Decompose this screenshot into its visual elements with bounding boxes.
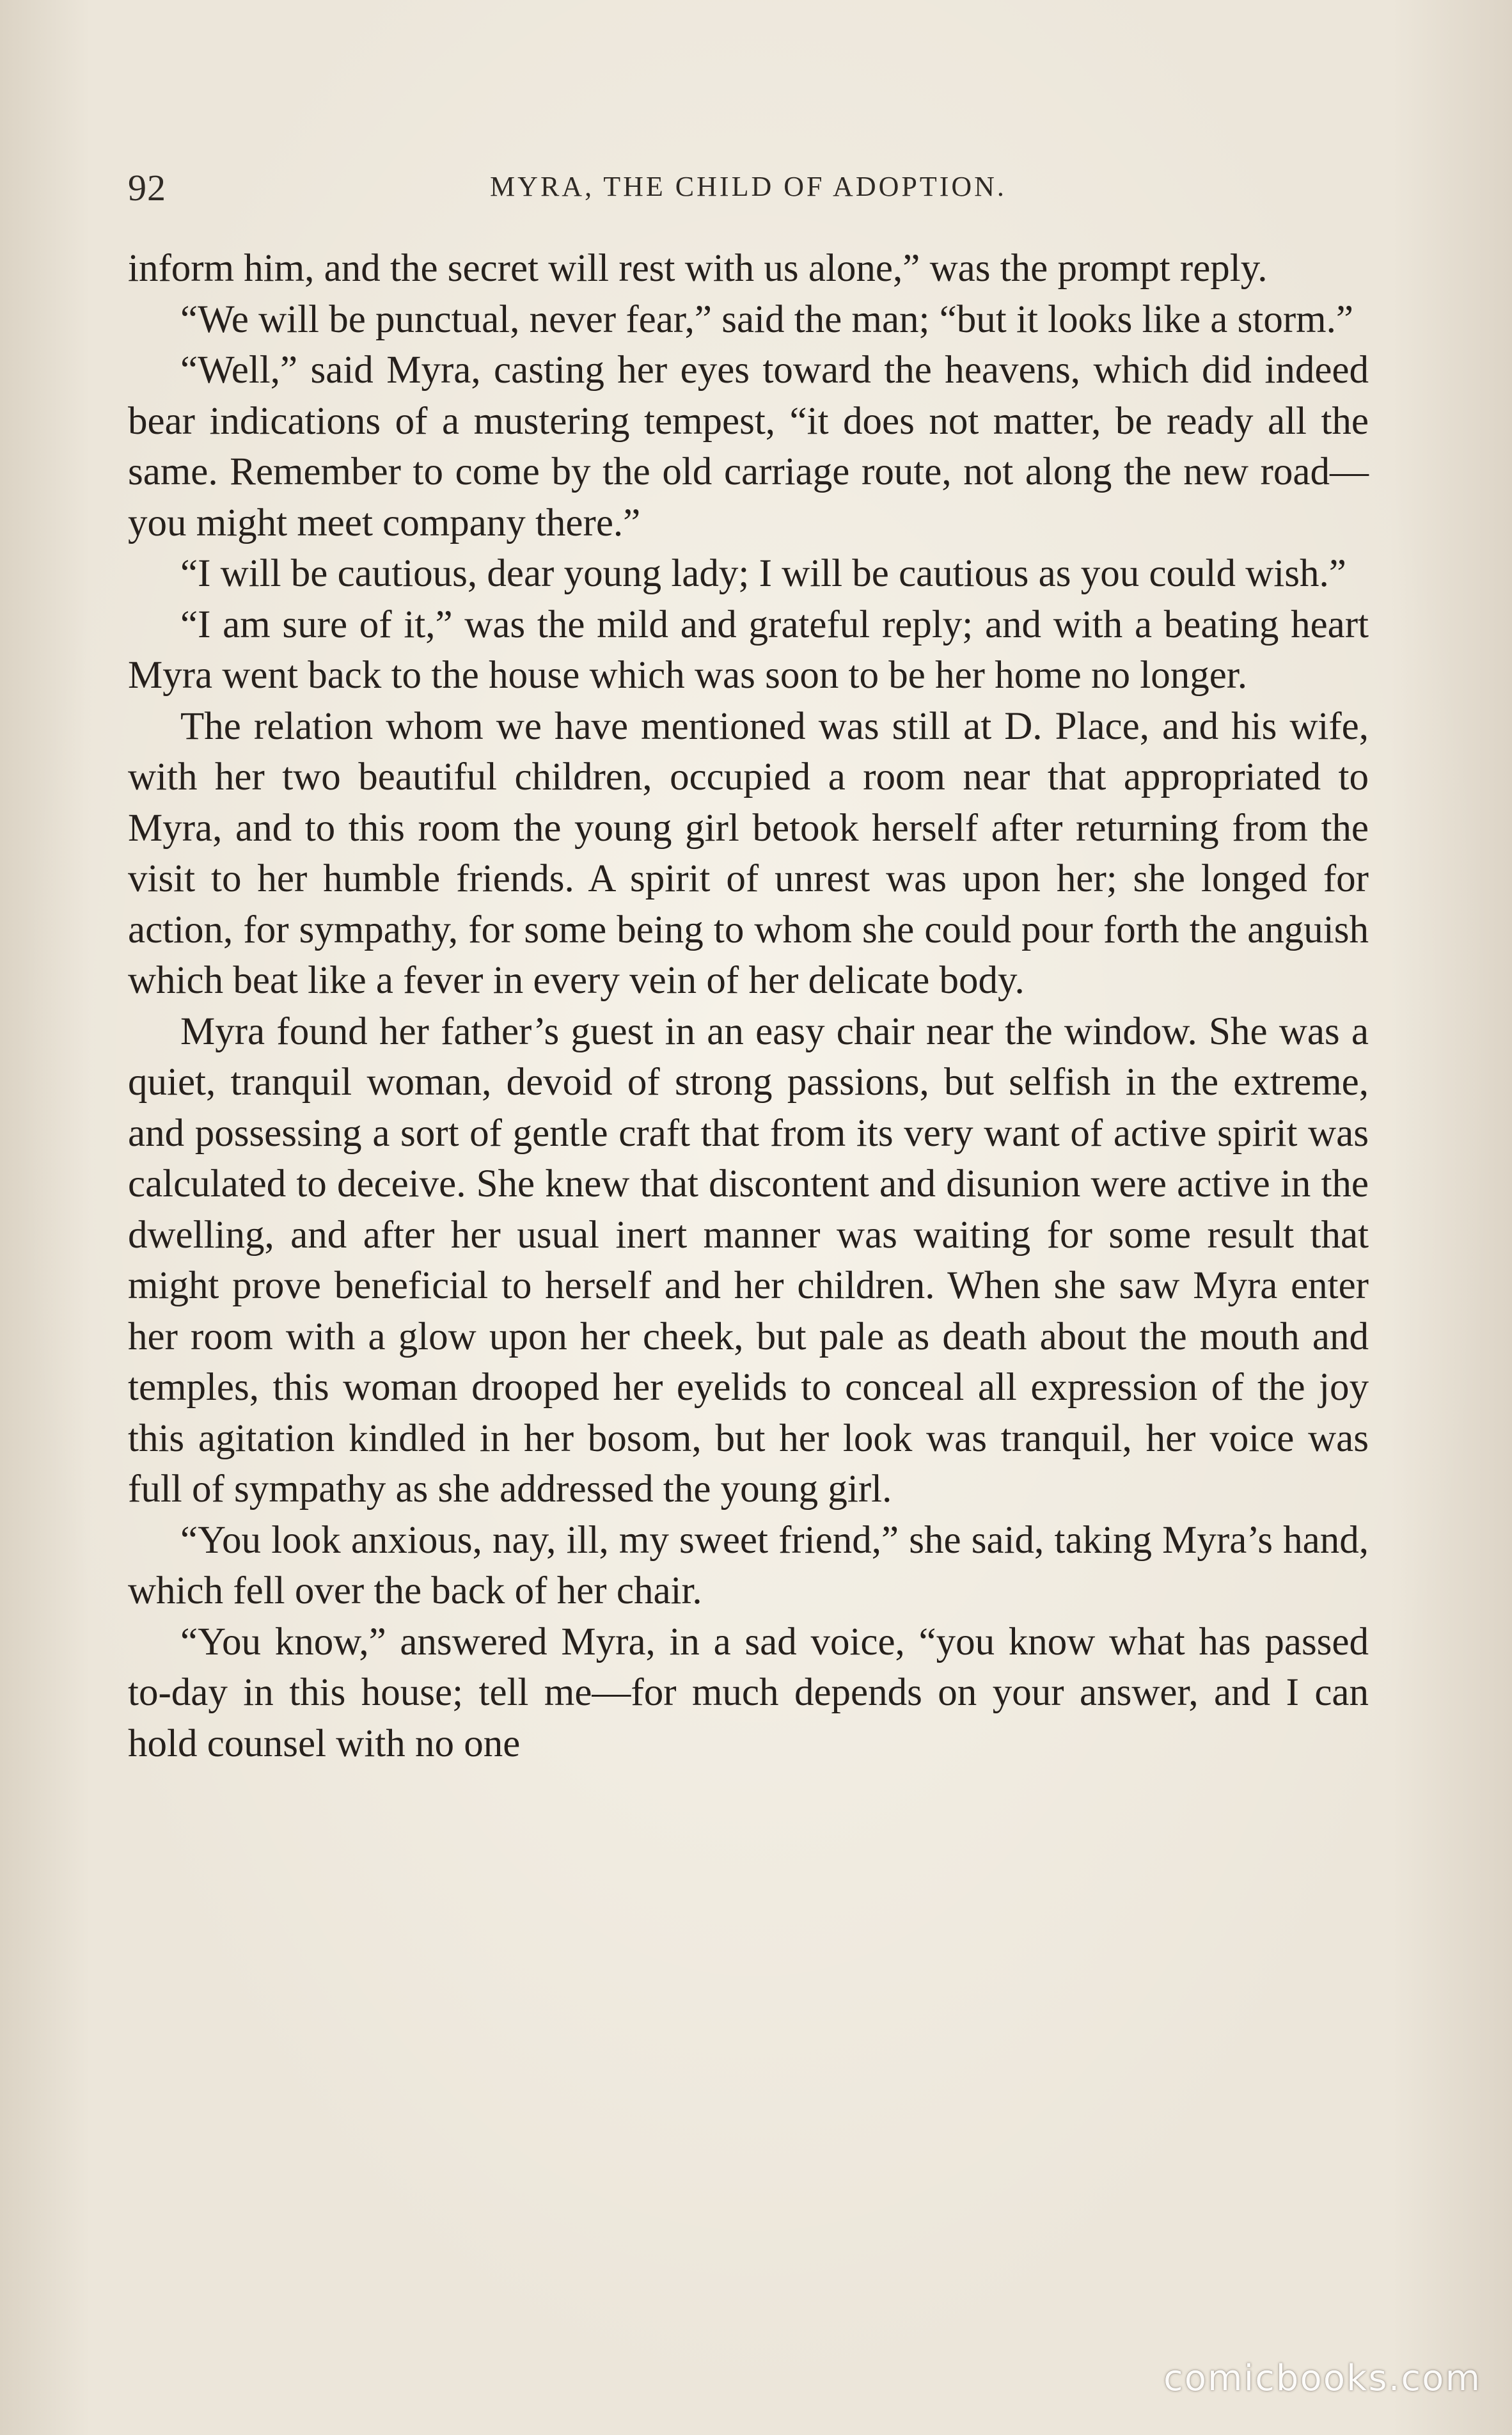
- page-number: 92: [128, 167, 166, 209]
- running-head: MYRA, THE CHILD OF ADOPTION.: [490, 171, 1007, 202]
- paragraph: Myra found her father’s guest in an easy chair near the window. She was a quiet, tranquil woman, devoid of strong passions, but selfish in the extreme, and possessing a sort of gentle craft that from its very want of active spirit was calculated to deceive. She knew that discontent and disunion were active in the dwelling, and after her usual inert manner was waiting for some result that might prove beneficial to herself and her children. When she saw Myra enter her room with a glow upon her cheek, but pale as death about the mouth and temples, this woman drooped her eyelids to conceal all expression of the joy this agitation kindled in her bosom, but her look was tranquil, her voice was full of sympathy as she addressed the young girl.: [128, 1010, 1369, 1511]
- body-text: [128, 243, 1369, 1769]
- paragraph: “You know,” answered Myra, in a sad voice, “you know what has passed to-day in this house; tell me—for much depends on your answer, and I can hold counsel with no one: [128, 1620, 1369, 1765]
- page-header: [128, 154, 1369, 224]
- paragraph: “Well,” said Myra, casting her eyes toward the heavens, which did indeed bear indications of a mustering tempest, “it does not matter, be ready all the same. Remember to come by the old carriage route, not along the new road—you might meet company there.”: [128, 349, 1369, 544]
- paragraph: “I am sure of it,” was the mild and grateful reply; and with a beating heart Myra went back to the house which was soon to be her home no longer.: [128, 603, 1369, 697]
- paragraph: The relation whom we have mentioned was still at D. Place, and his wife, with her two beautiful children, occupied a room near that appropriated to Myra, and to this room the young girl betook herself after returning from the visit to her humble friends. A spirit of unrest was upon her; she longed for action, for sympathy, for some being to whom she could pour forth the anguish which beat like a fever in every vein of her delicate body.: [128, 704, 1369, 1002]
- paragraph: “I will be cautious, dear young lady; I will be cautious as you could wish.”: [180, 552, 1346, 595]
- paragraph: “We will be punctual, never fear,” said the man; “but it looks like a storm.”: [180, 297, 1353, 341]
- page-content: [128, 154, 1369, 1769]
- watermark: comicbooks.com: [1163, 2358, 1481, 2399]
- paragraph: inform him, and the secret will rest with us alone,” was the prompt reply.: [128, 247, 1268, 290]
- paragraph: “You look anxious, nay, ill, my sweet friend,” she said, taking Myra’s hand, which fell over the back of her chair.: [128, 1518, 1369, 1612]
